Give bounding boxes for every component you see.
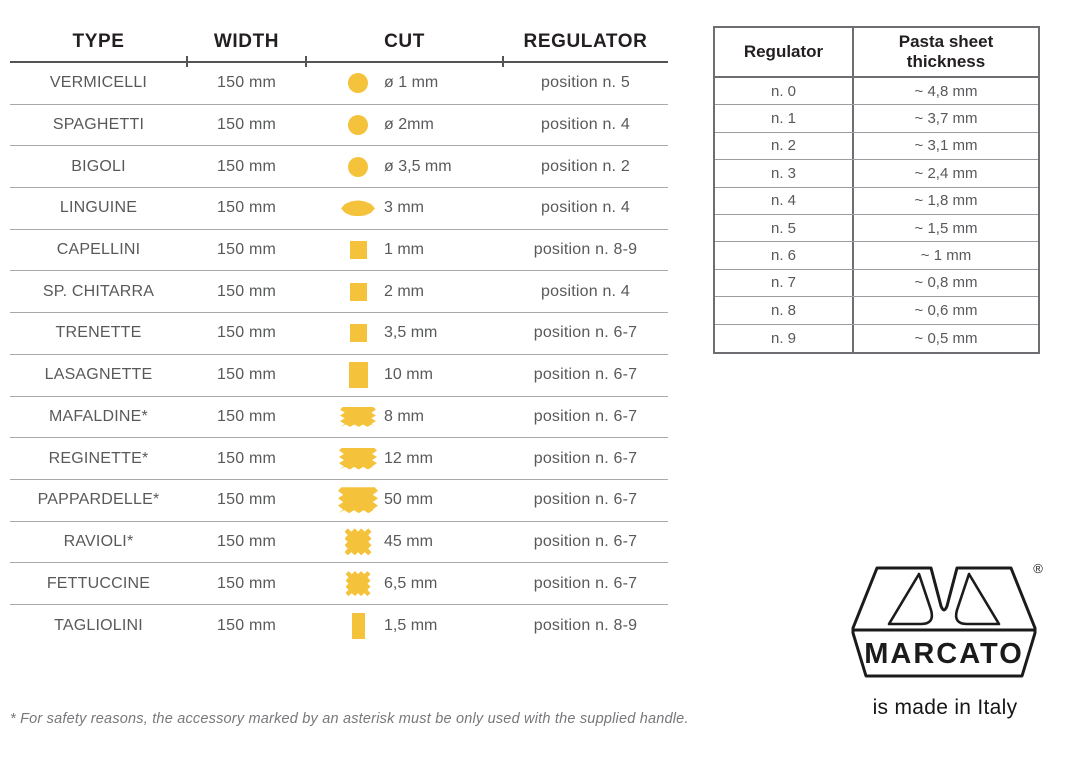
width-cell: 150 mm bbox=[217, 324, 276, 342]
thickness-table-row bbox=[715, 215, 1038, 242]
thickness-table-row bbox=[715, 188, 1038, 215]
thickness-table-row bbox=[715, 105, 1038, 132]
regulator-cell: position n. 6-7 bbox=[533, 491, 638, 509]
square-die-icon bbox=[350, 324, 367, 342]
pasta-cuts-table bbox=[10, 22, 668, 647]
sheet-thickness-cell: ~ 1,5 mm bbox=[914, 219, 978, 237]
cut-cell bbox=[306, 199, 503, 217]
cut-cell bbox=[306, 324, 503, 342]
regulator-cell: position n. 6-7 bbox=[533, 407, 638, 425]
lens-die-icon bbox=[341, 200, 375, 216]
regulator-position-cell: n. 9 bbox=[715, 325, 854, 352]
cut-size-label: ø 2mm bbox=[384, 116, 434, 134]
sheet-thickness-cell: ~ 2,4 mm bbox=[914, 164, 978, 182]
width-cell: 150 mm bbox=[217, 116, 276, 134]
regulator-position-cell: n. 4 bbox=[715, 188, 854, 214]
cut-cell bbox=[306, 487, 503, 513]
zigzag-stamp-small-icon bbox=[346, 571, 371, 596]
type-cell: CAPELLINI bbox=[56, 241, 141, 259]
pasta-table-row bbox=[10, 105, 668, 147]
regulator-cell: position n. 4 bbox=[541, 116, 630, 134]
marcato-emblem-icon bbox=[843, 558, 1047, 692]
column-divider-tick bbox=[186, 56, 188, 67]
square-die-icon bbox=[350, 283, 367, 301]
thickness-table-row bbox=[715, 242, 1038, 269]
pasta-table-row bbox=[10, 438, 668, 480]
width-cell: 150 mm bbox=[217, 157, 276, 175]
zigzag-stamp-icon bbox=[345, 528, 372, 555]
cut-size-label: 1 mm bbox=[384, 241, 424, 259]
thickness-table-row bbox=[715, 325, 1038, 352]
sheet-thickness-cell: ~ 1 mm bbox=[920, 247, 972, 265]
cut-size-label: 2 mm bbox=[384, 282, 424, 300]
square-die-icon bbox=[350, 241, 367, 259]
type-cell: FETTUCCINE bbox=[46, 574, 151, 592]
thickness-table-row bbox=[715, 160, 1038, 187]
type-cell: SPAGHETTI bbox=[52, 116, 145, 134]
cut-size-label: 10 mm bbox=[384, 366, 433, 384]
regulator-position-cell: n. 1 bbox=[715, 105, 854, 131]
cut-size-label: 3 mm bbox=[384, 199, 424, 217]
width-cell: 150 mm bbox=[217, 241, 276, 259]
type-cell: RAVIOLI* bbox=[63, 532, 134, 550]
round-die-icon bbox=[348, 73, 368, 93]
regulator-position-cell: n. 5 bbox=[715, 215, 854, 241]
cut-size-label: ø 1 mm bbox=[384, 74, 439, 92]
pasta-table-row bbox=[10, 397, 668, 439]
safety-footnote: * For safety reasons, the accessory marked by an asterisk must be only used with the supplied handle. bbox=[10, 711, 689, 727]
cut-size-label: 3,5 mm bbox=[384, 324, 438, 342]
type-cell: LASAGNETTE bbox=[44, 366, 153, 384]
pasta-table-row bbox=[10, 230, 668, 272]
width-cell: 150 mm bbox=[217, 199, 276, 217]
regulator-cell: position n. 6-7 bbox=[533, 324, 638, 342]
sheet-thickness-cell: ~ 0,6 mm bbox=[914, 301, 978, 319]
regulator-cell: position n. 2 bbox=[541, 157, 630, 175]
width-cell: 150 mm bbox=[217, 574, 276, 592]
type-cell: TRENETTE bbox=[55, 324, 142, 342]
regulator-cell: position n. 6-7 bbox=[533, 574, 638, 592]
column-header-regulator-position: Regulator bbox=[715, 28, 854, 76]
cut-size-label: 8 mm bbox=[384, 407, 424, 425]
wide-rect-die-icon bbox=[349, 362, 368, 388]
sheet-thickness-cell: ~ 0,8 mm bbox=[914, 274, 978, 292]
tall-rect-die-icon bbox=[352, 613, 365, 639]
type-cell: MAFALDINE* bbox=[49, 407, 148, 425]
regulator-position-cell: n. 0 bbox=[715, 78, 854, 104]
column-header-sheet-thickness: Pasta sheet thickness bbox=[898, 32, 994, 71]
pasta-table-row bbox=[10, 63, 668, 105]
regulator-position-cell: n. 7 bbox=[715, 270, 854, 296]
regulator-cell: position n. 4 bbox=[541, 199, 630, 217]
column-header-cut: CUT bbox=[384, 30, 425, 52]
pasta-table-row bbox=[10, 605, 668, 647]
marcato-logo bbox=[843, 558, 1047, 720]
cut-cell bbox=[306, 283, 503, 301]
cut-cell bbox=[306, 115, 503, 135]
sheet-thickness-cell: ~ 4,8 mm bbox=[914, 82, 978, 100]
cut-size-label: 6,5 mm bbox=[384, 574, 438, 592]
logo-tagline: is made in Italy bbox=[872, 696, 1018, 719]
logo-brand-text: MARCATO bbox=[864, 638, 1024, 670]
regulator-position-cell: n. 3 bbox=[715, 160, 854, 186]
cut-cell bbox=[306, 528, 503, 555]
wavy-ribbon-medium-icon bbox=[339, 448, 377, 470]
regulator-cell: position n. 6-7 bbox=[533, 449, 638, 467]
cut-size-label: 12 mm bbox=[384, 449, 433, 467]
type-cell: LINGUINE bbox=[59, 199, 138, 217]
cut-cell bbox=[306, 407, 503, 427]
column-divider-tick bbox=[502, 56, 504, 67]
cut-size-label: 50 mm bbox=[384, 491, 433, 509]
regulator-cell: position n. 4 bbox=[541, 282, 630, 300]
regulator-cell: position n. 5 bbox=[541, 74, 630, 92]
registered-trademark-icon: ® bbox=[1033, 561, 1043, 576]
column-header-width: WIDTH bbox=[213, 30, 280, 52]
cut-size-label: ø 3,5 mm bbox=[384, 157, 452, 175]
thickness-table-header bbox=[715, 28, 1038, 78]
regulator-position-cell: n. 6 bbox=[715, 242, 854, 268]
cut-size-label: 1,5 mm bbox=[384, 616, 438, 634]
pasta-table-row bbox=[10, 313, 668, 355]
thickness-table-row bbox=[715, 270, 1038, 297]
pasta-table-row bbox=[10, 480, 668, 522]
cut-cell bbox=[306, 448, 503, 470]
type-cell: PAPPARDELLE* bbox=[37, 491, 160, 509]
sheet-thickness-cell: ~ 3,1 mm bbox=[914, 137, 978, 155]
sheet-thickness-table bbox=[713, 26, 1040, 354]
type-cell: SP. CHITARRA bbox=[42, 282, 155, 300]
wavy-ribbon-large-icon bbox=[338, 487, 378, 513]
pasta-table-row bbox=[10, 355, 668, 397]
width-cell: 150 mm bbox=[217, 74, 276, 92]
pasta-table-row bbox=[10, 563, 668, 605]
pasta-table-row bbox=[10, 271, 668, 313]
type-cell: VERMICELLI bbox=[49, 74, 148, 92]
cut-cell bbox=[306, 157, 503, 177]
type-cell: REGINETTE* bbox=[48, 449, 149, 467]
cut-size-label: 45 mm bbox=[384, 532, 433, 550]
regulator-cell: position n. 6-7 bbox=[533, 366, 638, 384]
thickness-table-row bbox=[715, 297, 1038, 324]
cut-cell bbox=[306, 571, 503, 596]
cut-cell bbox=[306, 613, 503, 639]
width-cell: 150 mm bbox=[217, 532, 276, 550]
width-cell: 150 mm bbox=[217, 491, 276, 509]
pasta-table-row bbox=[10, 146, 668, 188]
width-cell: 150 mm bbox=[217, 616, 276, 634]
regulator-position-cell: n. 2 bbox=[715, 133, 854, 159]
width-cell: 150 mm bbox=[217, 449, 276, 467]
width-cell: 150 mm bbox=[217, 366, 276, 384]
width-cell: 150 mm bbox=[217, 407, 276, 425]
column-divider-tick bbox=[305, 56, 307, 67]
pasta-table-row bbox=[10, 522, 668, 564]
regulator-position-cell: n. 8 bbox=[715, 297, 854, 323]
thickness-table-rows bbox=[715, 78, 1038, 352]
regulator-cell: position n. 6-7 bbox=[533, 532, 638, 550]
pasta-table-header bbox=[10, 22, 668, 63]
pasta-table-row bbox=[10, 188, 668, 230]
cut-cell bbox=[306, 73, 503, 93]
width-cell: 150 mm bbox=[217, 282, 276, 300]
pasta-table-rows bbox=[10, 63, 668, 647]
cut-cell bbox=[306, 241, 503, 259]
round-die-icon bbox=[348, 115, 368, 135]
sheet-thickness-cell: ~ 3,7 mm bbox=[914, 110, 978, 128]
thickness-table-row bbox=[715, 78, 1038, 105]
column-header-type: TYPE bbox=[72, 30, 125, 52]
wavy-ribbon-small-icon bbox=[340, 407, 376, 427]
column-header-regulator: REGULATOR bbox=[523, 30, 648, 52]
type-cell: BIGOLI bbox=[71, 157, 126, 175]
sheet-thickness-cell: ~ 1,8 mm bbox=[914, 192, 978, 210]
round-die-icon bbox=[348, 157, 368, 177]
cut-cell bbox=[306, 362, 503, 388]
type-cell: TAGLIOLINI bbox=[54, 616, 143, 634]
sheet-thickness-cell: ~ 0,5 mm bbox=[914, 329, 978, 347]
thickness-table-row bbox=[715, 133, 1038, 160]
regulator-cell: position n. 8-9 bbox=[533, 241, 638, 259]
regulator-cell: position n. 8-9 bbox=[533, 616, 638, 634]
